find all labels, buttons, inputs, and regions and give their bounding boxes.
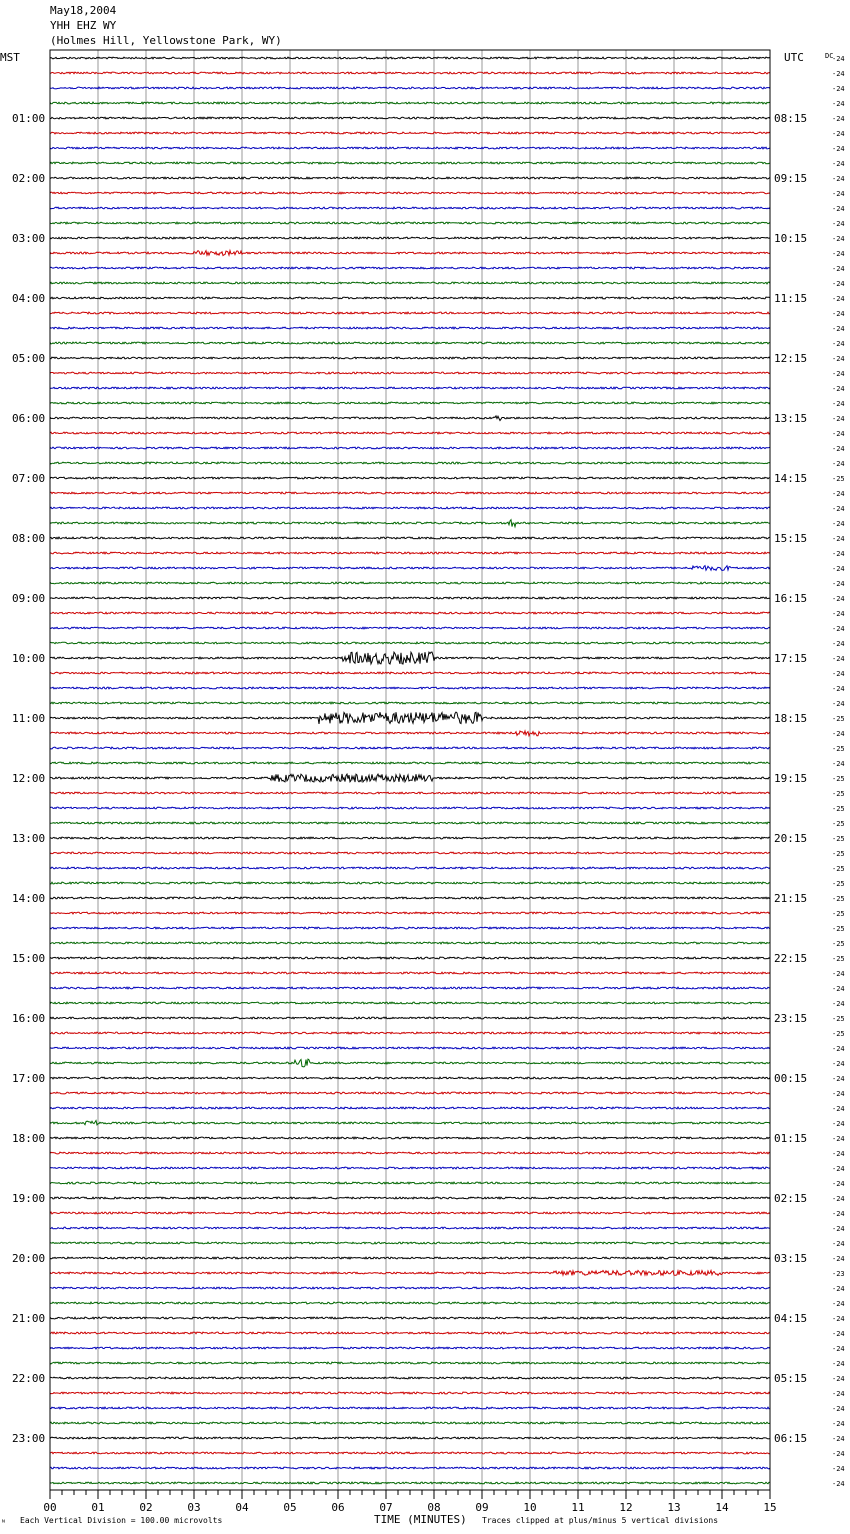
right-hour-label: 01:15 [774,1132,808,1145]
right-hour-label: 04:15 [774,1312,808,1325]
right-hour-label: 06:15 [774,1432,808,1445]
x-tick-label: 12 [619,1501,633,1514]
seismic-trace [50,72,770,74]
seismic-trace [50,282,770,284]
x-tick-label: 10 [523,1501,537,1514]
seismic-trace [50,132,770,134]
dc-offset-label: -24 [832,175,845,183]
corner-mark: ᴺ [1,1518,6,1527]
dc-offset-label: -24 [832,85,845,93]
x-tick-label: 09 [475,1501,489,1514]
dc-offset-label: -24 [832,580,845,588]
seismic-trace [50,117,770,119]
seismic-trace [50,1452,770,1454]
right-hour-label: 21:15 [774,892,808,905]
dc-offset-label: -25 [832,790,845,798]
dc-offset-label: -24 [832,1075,845,1083]
right-hour-label: 10:15 [774,232,808,245]
dc-offset-label: -24 [832,1315,845,1323]
seismic-trace [50,416,770,421]
seismic-trace [50,642,770,644]
seismic-trace [50,507,770,509]
x-tick-label: 14 [715,1501,729,1514]
seismic-trace [50,1482,770,1484]
seismic-trace [50,942,770,944]
seismic-trace [50,312,770,314]
dc-offset-label: -24 [832,460,845,468]
seismic-trace [50,712,770,724]
dc-offset-label: -24 [832,1300,845,1308]
dc-offset-label: -24 [832,1180,845,1188]
seismic-trace [50,492,770,494]
seismic-trace [50,566,770,571]
station-code: YHH EHZ WY [50,19,117,32]
dc-offset-label: -25 [832,910,845,918]
seismic-trace [50,1377,770,1379]
seismic-trace [50,731,770,736]
dc-offset-label: -25 [832,820,845,828]
x-tick-label: 15 [763,1501,777,1514]
plot-date: May18,2004 [50,4,117,17]
dc-offset-label: -24 [832,235,845,243]
dc-offset-label: -24 [832,220,845,228]
dc-offset-label: -25 [832,805,845,813]
dc-offset-label: -24 [832,1390,845,1398]
seismic-trace [50,297,770,299]
dc-offset-label: -24 [832,1105,845,1113]
dc-offset-label: -24 [832,100,845,108]
x-tick-label: 05 [283,1501,297,1514]
dc-offset-label: -24 [832,655,845,663]
right-hour-label: 08:15 [774,112,808,125]
dc-offset-label: -24 [832,1330,845,1338]
dc-offset-label: -24 [832,1285,845,1293]
seismic-trace [50,1121,770,1125]
seismic-trace [50,552,770,554]
right-hour-label: 13:15 [774,412,808,425]
left-hour-label: 19:00 [12,1192,46,1205]
seismic-trace [50,1017,770,1019]
seismic-trace [50,1392,770,1394]
dc-header-label: DC [825,52,834,60]
left-hour-label: 02:00 [12,172,46,185]
dc-offset-label: -24 [832,130,845,138]
seismic-trace [50,1362,770,1364]
left-hour-label: 05:00 [12,352,46,365]
seismic-trace [50,927,770,929]
right-timezone-label: UTC [784,51,804,64]
seismic-trace [50,1271,770,1276]
dc-offset-label: -24 [832,970,845,978]
left-hour-label: 07:00 [12,472,46,485]
left-hour-label: 04:00 [12,292,46,305]
right-hour-label: 22:15 [774,952,808,965]
dc-offset-label: -24 [832,190,845,198]
seismic-trace [50,972,770,974]
dc-offset-label: -25 [832,745,845,753]
x-tick-label: 06 [331,1501,345,1514]
scale-note: Each Vertical Division = 100.00 microvolts [20,1516,223,1525]
dc-offset-label: -24 [832,280,845,288]
seismic-trace [50,897,770,899]
dc-offset-label: -24 [832,625,845,633]
dc-offset-label: -24 [832,1405,845,1413]
dc-offset-labels [832,55,845,1488]
dc-offset-label: -25 [832,1030,845,1038]
dc-offset-label: -24 [832,1045,845,1053]
seismic-trace [50,1437,770,1439]
left-hour-labels [12,112,45,1445]
x-tick-label: 04 [235,1501,249,1514]
seismic-trace [50,987,770,989]
right-hour-label: 00:15 [774,1072,808,1085]
left-timezone-label: MST [0,51,20,64]
left-hour-label: 17:00 [12,1072,46,1085]
seismic-trace [50,402,770,404]
seismic-trace [50,912,770,914]
dc-offset-label: -24 [832,1450,845,1458]
right-hour-labels [774,112,807,1445]
left-hour-label: 22:00 [12,1372,46,1385]
seismic-trace [50,267,770,269]
left-hour-label: 09:00 [12,592,46,605]
dc-offset-label: -24 [832,55,845,63]
seismic-trace [50,627,770,629]
dc-offset-label: -24 [832,325,845,333]
seismic-trace [50,1332,770,1334]
right-hour-label: 02:15 [774,1192,808,1205]
dc-offset-label: -24 [832,430,845,438]
seismic-trace [50,477,770,479]
seismic-trace [50,747,770,749]
dc-offset-label: -24 [832,445,845,453]
seismic-trace [50,1002,770,1004]
seismic-trace [50,1302,770,1304]
right-hour-label: 23:15 [774,1012,808,1025]
dc-offset-label: -24 [832,1465,845,1473]
seismic-trace [50,687,770,689]
dc-offset-label: -24 [832,160,845,168]
dc-offset-label: -25 [832,775,845,783]
dc-offset-label: -24 [832,1060,845,1068]
seismic-trace [50,1197,770,1199]
clip-note: Traces clipped at plus/minus 5 vertical divisions [482,1516,719,1525]
dc-offset-label: -24 [832,1240,845,1248]
dc-offset-label: -24 [832,205,845,213]
dc-offset-label: -24 [832,490,845,498]
seismic-trace [50,1032,770,1034]
seismic-trace [50,177,770,179]
trace-group [50,57,770,1484]
dc-offset-label: -24 [832,505,845,513]
seismic-trace [50,672,770,674]
seismic-trace [50,652,770,664]
dc-offset-label: -25 [832,880,845,888]
seismic-trace [50,807,770,809]
left-hour-label: 15:00 [12,952,46,965]
seismic-trace [50,1212,770,1214]
dc-offset-label: -25 [832,715,845,723]
left-hour-label: 08:00 [12,532,46,545]
dc-offset-label: -24 [832,640,845,648]
seismic-trace [50,1092,770,1094]
x-tick-label: 00 [43,1501,57,1514]
seismic-trace [50,387,770,389]
dc-offset-label: -24 [832,400,845,408]
dc-offset-label: -24 [832,355,845,363]
dc-offset-label: -24 [832,1255,845,1263]
seismic-trace [50,87,770,89]
seismic-trace [50,372,770,374]
seismic-trace [50,852,770,854]
seismic-trace [50,822,770,824]
seismic-trace [50,597,770,599]
dc-offset-label: -24 [832,250,845,258]
x-tick-label: 01 [91,1501,105,1514]
dc-offset-label: -25 [832,955,845,963]
seismic-trace [50,57,770,59]
seismic-trace [50,432,770,434]
seismic-trace [50,1242,770,1244]
seismic-trace [50,222,770,224]
seismic-trace [50,1047,770,1049]
dc-offset-label: -24 [832,1165,845,1173]
dc-offset-label: -24 [832,1420,845,1428]
seismic-trace [50,1152,770,1154]
dc-offset-label: -24 [832,1375,845,1383]
dc-offset-label: -25 [832,1015,845,1023]
x-tick-label: 08 [427,1501,441,1514]
dc-offset-label: -25 [832,835,845,843]
dc-offset-label: -24 [832,385,845,393]
x-tick-label: 07 [379,1501,393,1514]
x-tick-label: 03 [187,1501,201,1514]
dc-offset-label: -25 [832,940,845,948]
dc-offset-label: -24 [832,670,845,678]
right-hour-label: 12:15 [774,352,808,365]
dc-offset-label: -24 [832,295,845,303]
right-hour-label: 05:15 [774,1372,808,1385]
left-hour-label: 03:00 [12,232,46,245]
dc-offset-label: -24 [832,1225,845,1233]
dc-offset-label: -24 [832,310,845,318]
seismic-trace [50,207,770,209]
dc-offset-label: -24 [832,760,845,768]
left-hour-label: 13:00 [12,832,46,845]
seismic-trace [50,702,770,704]
dc-offset-label: -24 [832,1435,845,1443]
dc-offset-label: -24 [832,1150,845,1158]
seismic-trace [50,162,770,164]
seismic-trace [50,327,770,329]
seismic-trace [50,520,770,527]
seismic-trace [50,867,770,869]
left-hour-label: 14:00 [12,892,46,905]
left-hour-label: 01:00 [12,112,46,125]
seismic-trace [50,1059,770,1067]
dc-offset-label: -24 [832,685,845,693]
seismic-trace [50,1407,770,1409]
dc-offset-label: -24 [832,730,845,738]
dc-offset-label: -25 [832,475,845,483]
right-hour-label: 09:15 [774,172,808,185]
dc-offset-label: -24 [832,415,845,423]
right-hour-label: 19:15 [774,772,808,785]
x-axis-title: TIME (MINUTES) [374,1513,467,1526]
seismic-trace [50,192,770,194]
seismic-trace [50,342,770,344]
left-hour-label: 21:00 [12,1312,46,1325]
left-hour-label: 06:00 [12,412,46,425]
dc-offset-label: -25 [832,895,845,903]
left-hour-label: 16:00 [12,1012,46,1025]
seismic-trace [50,582,770,584]
seismic-trace [50,1347,770,1349]
dc-offset-label: -24 [832,370,845,378]
left-hour-label: 20:00 [12,1252,46,1265]
seismic-trace [50,237,770,239]
seismic-trace [50,1317,770,1319]
right-hour-label: 20:15 [774,832,808,845]
right-hour-label: 11:15 [774,292,808,305]
seismic-trace [50,251,770,256]
seismic-trace [50,1077,770,1079]
dc-offset-label: -24 [832,700,845,708]
seismic-trace [50,1137,770,1139]
seismic-trace [50,357,770,359]
seismic-trace [50,1227,770,1229]
dc-offset-label: -24 [832,340,845,348]
dc-offset-label: -24 [832,535,845,543]
dc-offset-label: -25 [832,925,845,933]
seismic-trace [50,447,770,449]
seismic-trace [50,837,770,839]
seismic-trace [50,1167,770,1169]
seismic-trace [50,774,770,782]
dc-offset-label: -24 [832,265,845,273]
dc-offset-label: -24 [832,1345,845,1353]
dc-offset-label: -24 [832,610,845,618]
x-tick-label: 13 [667,1501,681,1514]
left-hour-label: 10:00 [12,652,46,665]
dc-offset-label: -24 [832,1120,845,1128]
dc-offset-label: -25 [832,865,845,873]
dc-offset-label: -24 [832,115,845,123]
dc-offset-label: -24 [832,1360,845,1368]
dc-offset-label: -24 [832,1195,845,1203]
dc-offset-label: -24 [832,985,845,993]
dc-offset-label: -24 [832,520,845,528]
seismic-trace [50,762,770,764]
seismic-trace [50,1467,770,1469]
seismic-trace [50,1257,770,1259]
seismic-trace [50,792,770,794]
left-hour-label: 23:00 [12,1432,46,1445]
dc-offset-label: -24 [832,550,845,558]
dc-offset-label: -24 [832,565,845,573]
x-tick-label: 11 [571,1501,585,1514]
station-location: (Holmes Hill, Yellowstone Park, WY) [50,34,282,47]
dc-offset-label: -24 [832,1480,845,1488]
x-tick-label: 02 [139,1501,153,1514]
seismic-trace [50,882,770,884]
right-hour-label: 03:15 [774,1252,808,1265]
right-hour-label: 16:15 [774,592,808,605]
seismic-trace [50,102,770,104]
left-hour-label: 18:00 [12,1132,46,1145]
seismic-trace [50,147,770,149]
seismic-trace [50,537,770,539]
dc-offset-label: -24 [832,595,845,603]
seismic-trace [50,1422,770,1424]
right-hour-label: 15:15 [774,532,808,545]
seismic-trace [50,1287,770,1289]
dc-offset-label: -25 [832,850,845,858]
left-hour-label: 11:00 [12,712,46,725]
x-axis [43,1490,776,1514]
dc-offset-label: -23 [832,1270,845,1278]
dc-offset-label: -24 [832,70,845,78]
dc-offset-label: -24 [832,1000,845,1008]
dc-offset-label: -24 [832,1135,845,1143]
seismic-trace [50,462,770,464]
dc-offset-label: -24 [832,1090,845,1098]
right-hour-label: 18:15 [774,712,808,725]
dc-offset-label: -24 [832,145,845,153]
left-hour-label: 12:00 [12,772,46,785]
right-hour-label: 14:15 [774,472,808,485]
seismic-trace [50,612,770,614]
seismic-trace [50,1107,770,1109]
seismic-trace [50,1182,770,1184]
right-hour-label: 17:15 [774,652,808,665]
dc-offset-label: -24 [832,1210,845,1218]
seismic-trace [50,957,770,959]
